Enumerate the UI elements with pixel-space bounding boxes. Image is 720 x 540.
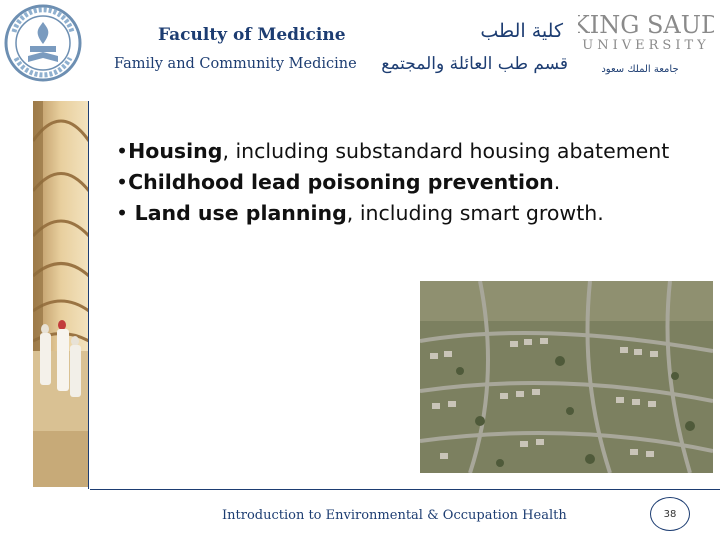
- bullet-bold-text: Land use planning: [134, 201, 347, 225]
- aerial-suburb-photo: [420, 281, 713, 473]
- bullet-item: [116, 167, 686, 198]
- bullet-list: [116, 136, 686, 229]
- bullet-bold-text: Housing: [128, 139, 223, 163]
- department-name-arabic: قسم طب العائلة والمجتمع: [381, 54, 568, 74]
- bullet-text: .: [553, 170, 561, 194]
- page-number-badge: 38: [650, 497, 690, 531]
- bullet-marker: •: [116, 170, 129, 194]
- bullet-text: , including substandard housing abatement: [222, 139, 670, 163]
- university-seal: [4, 2, 82, 84]
- faculty-title: Faculty of Medicine: [158, 25, 346, 45]
- bullet-text: , including smart growth.: [346, 201, 604, 225]
- campus-arcade-photo: [33, 101, 89, 487]
- logo-line-2: UNIVERSITY: [582, 38, 710, 53]
- university-name-arabic: جامعة الملك سعود: [601, 64, 679, 75]
- faculty-title-arabic: كلية الطب: [480, 20, 563, 42]
- bullet-marker: •: [116, 139, 129, 163]
- bullet-marker: •: [116, 201, 129, 225]
- footer-divider: [90, 489, 720, 490]
- bullet-item: [116, 136, 686, 167]
- logo-line-1: KING SAUD: [578, 11, 714, 39]
- ksu-logo: [578, 8, 714, 54]
- left-divider: [88, 101, 89, 489]
- footer-course-title: Introduction to Environmental & Occupation Health: [222, 508, 567, 523]
- bullet-bold-text: Childhood lead poisoning prevention: [128, 170, 554, 194]
- department-name: Family and Community Medicine: [114, 56, 357, 72]
- bullet-item: [116, 198, 686, 229]
